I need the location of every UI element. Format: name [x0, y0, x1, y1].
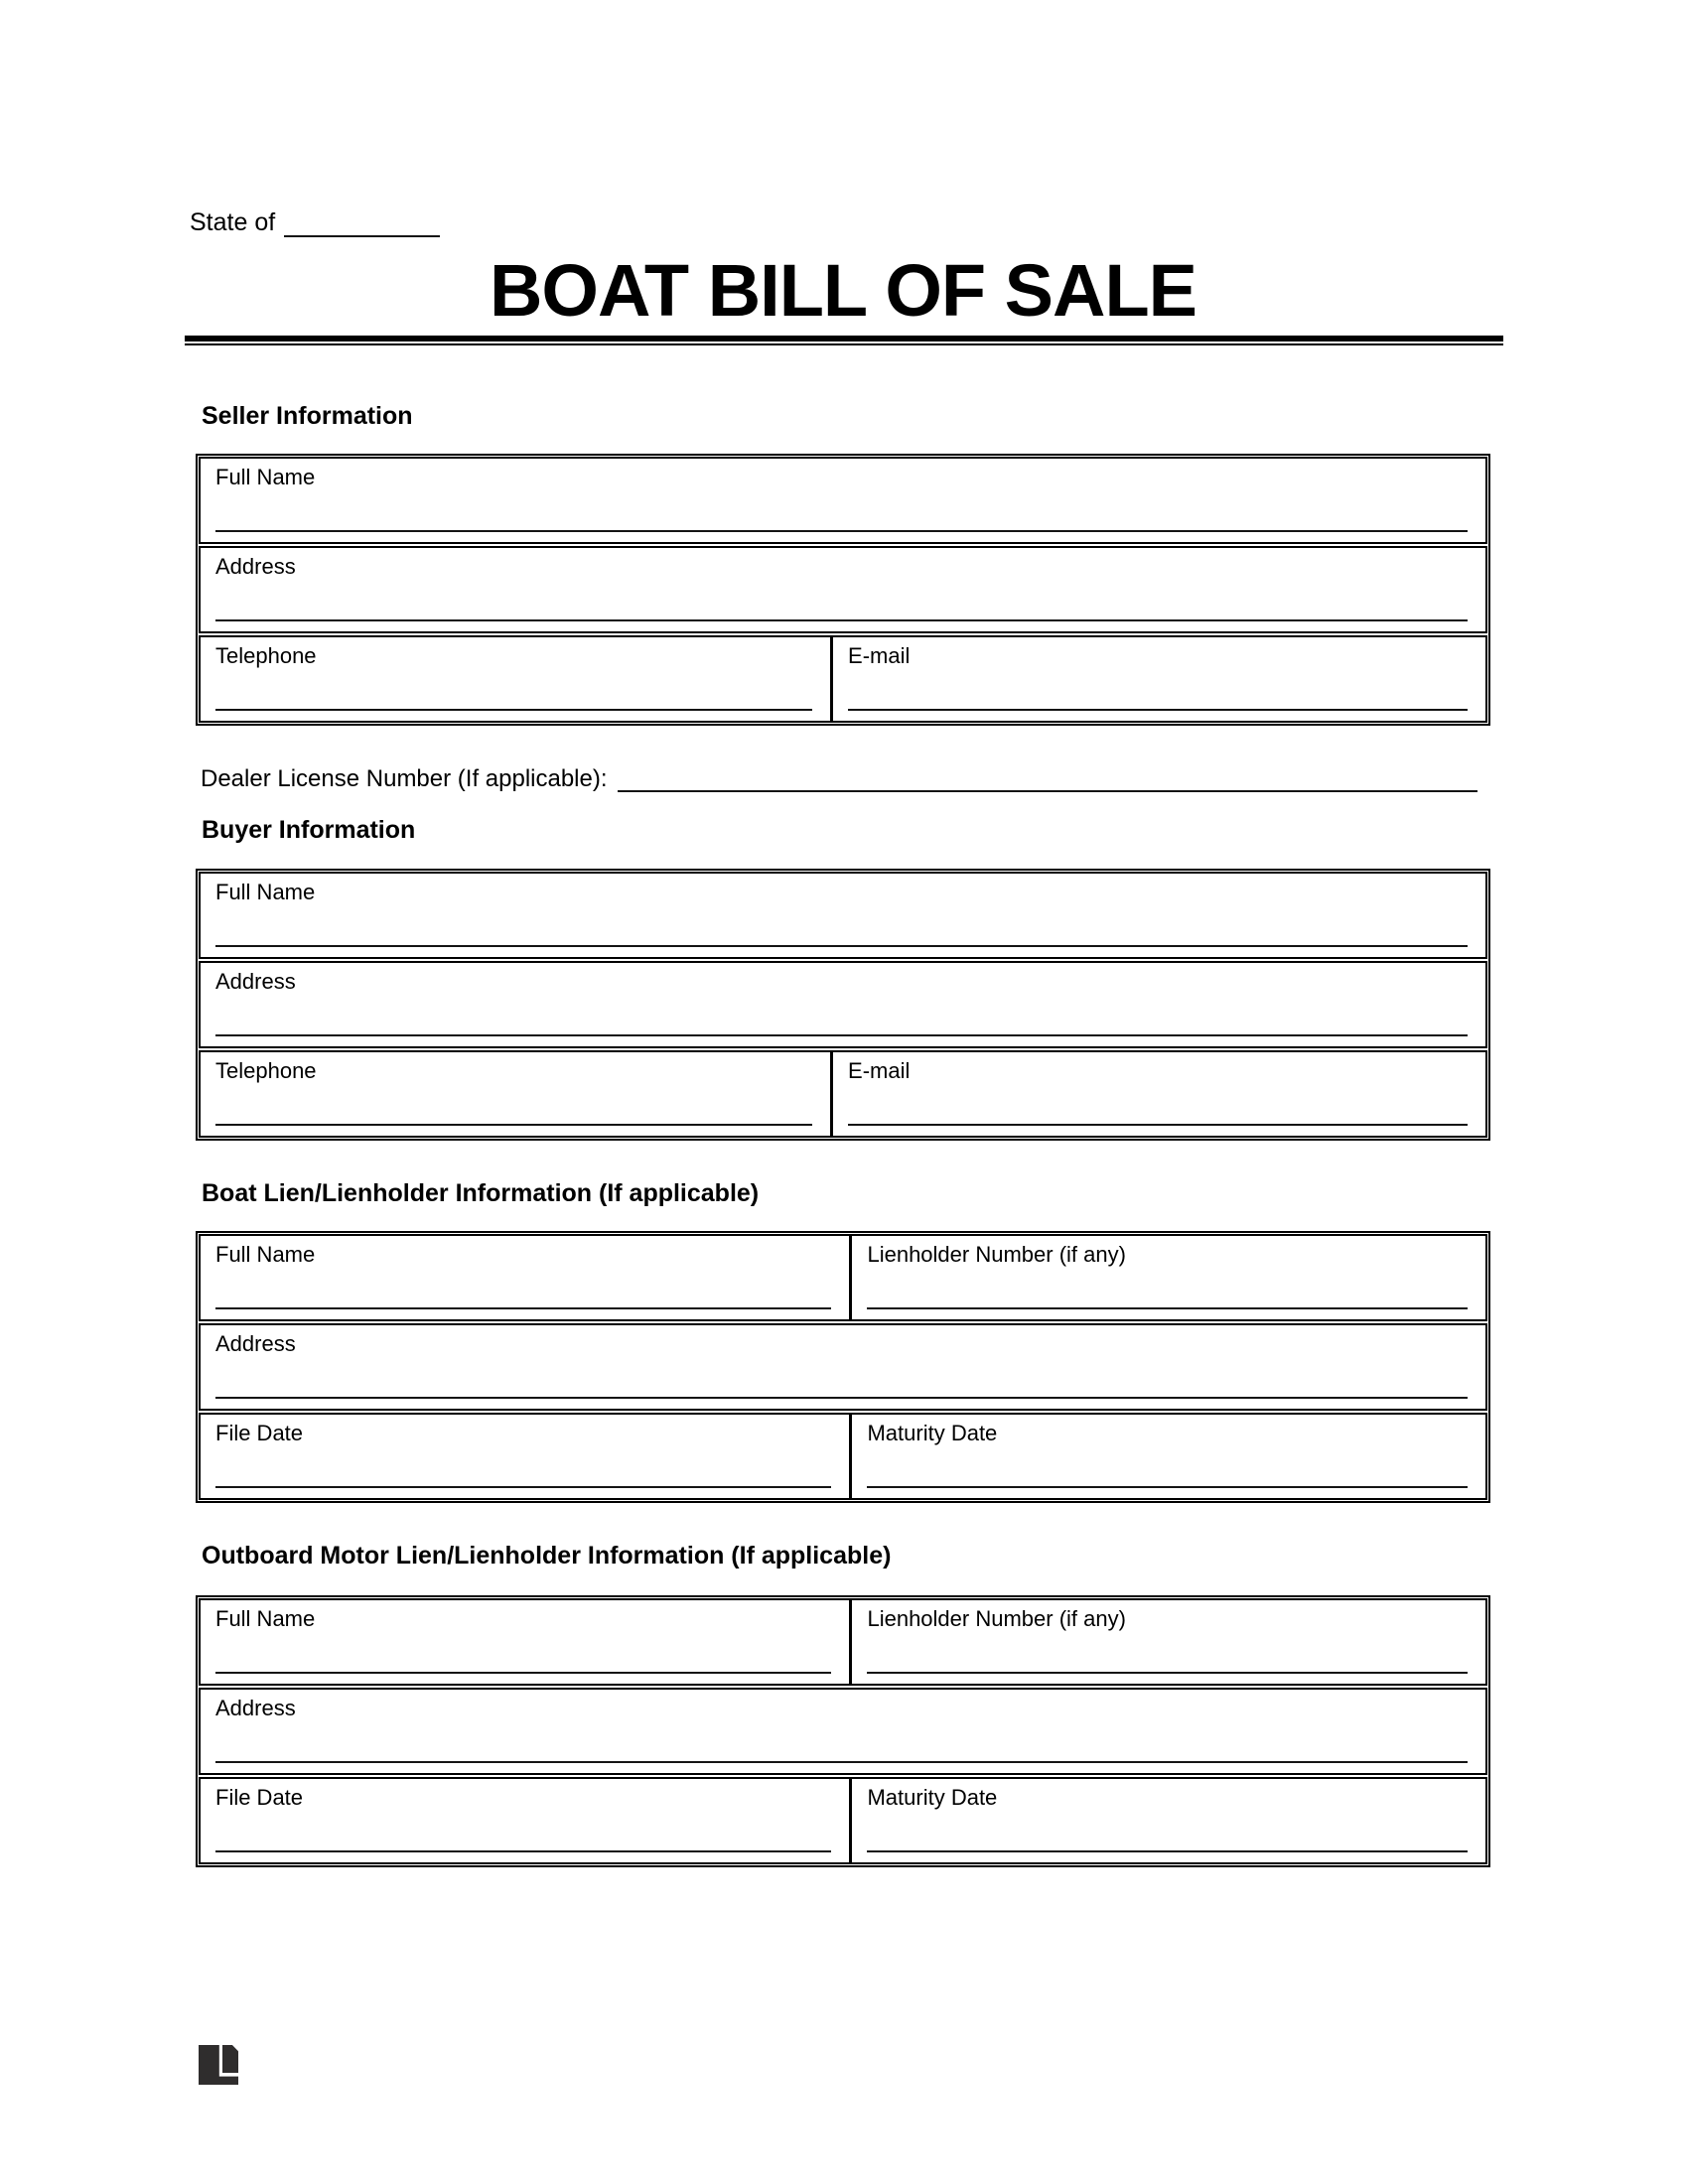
- field-cell: [201, 548, 1485, 631]
- table-row: [199, 1688, 1487, 1775]
- logo-corner-block: [222, 2045, 238, 2073]
- legal-templates-logo: [199, 2045, 238, 2085]
- field-label: Lienholder Number (if any): [867, 1606, 1126, 1631]
- field-label: Address: [215, 554, 296, 579]
- dealer-license-label: Dealer License Number (If applicable):: [201, 765, 608, 792]
- field-label: Full Name: [215, 1242, 316, 1267]
- field-cell: [201, 1415, 849, 1498]
- table-row: [199, 1413, 1487, 1500]
- field-cell: [201, 1325, 1485, 1409]
- title-rule: [185, 336, 1503, 345]
- seller-telephone-input[interactable]: [215, 687, 812, 711]
- field-label: File Date: [215, 1785, 304, 1810]
- buyer-email-input[interactable]: [848, 1102, 1468, 1126]
- field-label: Full Name: [215, 1606, 316, 1631]
- boat-lien-file-date-input[interactable]: [215, 1464, 831, 1488]
- field-cell: [830, 637, 1485, 721]
- motor-lien-table: [196, 1595, 1490, 1867]
- buyer-telephone-input[interactable]: [215, 1102, 812, 1126]
- state-of-input[interactable]: [284, 210, 440, 237]
- table-row: [199, 635, 1487, 723]
- motor-lien-maturity-date-input[interactable]: [867, 1829, 1468, 1852]
- field-cell: [201, 963, 1485, 1046]
- buyer-address-input[interactable]: [215, 1013, 1468, 1036]
- motor-lien-address-input[interactable]: [215, 1739, 1468, 1763]
- field-cell: [849, 1236, 1485, 1319]
- field-cell: [201, 1779, 849, 1862]
- motor-lien-file-date-input[interactable]: [215, 1829, 831, 1852]
- table-row: [199, 457, 1487, 544]
- motor-lien-lienholder-number-input[interactable]: [867, 1650, 1468, 1674]
- field-label: Maturity Date: [867, 1785, 998, 1810]
- table-row: [199, 872, 1487, 959]
- boat-lien-maturity-date-input[interactable]: [867, 1464, 1468, 1488]
- dealer-license-field: [201, 765, 1477, 793]
- table-row: [199, 1323, 1487, 1411]
- field-cell: [201, 1236, 849, 1319]
- field-cell: [201, 459, 1485, 542]
- seller-info-table: [196, 454, 1490, 726]
- seller-section-heading: Seller Information: [202, 402, 413, 430]
- seller-email-input[interactable]: [848, 687, 1468, 711]
- seller-full-name-input[interactable]: [215, 508, 1468, 532]
- field-label: Lienholder Number (if any): [867, 1242, 1126, 1267]
- field-label: Address: [215, 969, 296, 994]
- buyer-full-name-input[interactable]: [215, 923, 1468, 947]
- table-row: [199, 546, 1487, 633]
- field-label: File Date: [215, 1421, 304, 1445]
- field-cell: [201, 874, 1485, 957]
- buyer-section-heading: Buyer Information: [202, 816, 416, 844]
- field-label: E-mail: [848, 643, 911, 668]
- motor-lien-section-heading: Outboard Motor Lien/Lienholder Information (If applicable): [202, 1542, 892, 1570]
- field-label: E-mail: [848, 1058, 911, 1083]
- table-row: [199, 961, 1487, 1048]
- motor-lien-full-name-input[interactable]: [215, 1650, 831, 1674]
- buyer-info-table: [196, 869, 1490, 1141]
- boat-lien-table: [196, 1231, 1490, 1503]
- seller-address-input[interactable]: [215, 598, 1468, 621]
- field-cell: [201, 1600, 849, 1684]
- boat-lien-address-input[interactable]: [215, 1375, 1468, 1399]
- field-cell: [849, 1415, 1485, 1498]
- field-label: Maturity Date: [867, 1421, 998, 1445]
- boat-lien-full-name-input[interactable]: [215, 1286, 831, 1309]
- state-of-field: [190, 208, 440, 237]
- dealer-license-input[interactable]: [618, 766, 1477, 792]
- field-label: Full Name: [215, 880, 316, 904]
- boat-lien-section-heading: Boat Lien/Lienholder Information (If applicable): [202, 1179, 760, 1207]
- field-cell: [849, 1779, 1485, 1862]
- field-cell: [830, 1052, 1485, 1136]
- field-label: Address: [215, 1696, 296, 1720]
- field-cell: [201, 1690, 1485, 1773]
- field-cell: [201, 637, 830, 721]
- table-row: [199, 1050, 1487, 1138]
- table-row: [199, 1598, 1487, 1686]
- field-label: Address: [215, 1331, 296, 1356]
- table-row: [199, 1234, 1487, 1321]
- field-label: Telephone: [215, 1058, 317, 1083]
- field-label: Telephone: [215, 643, 317, 668]
- table-row: [199, 1777, 1487, 1864]
- document-title: BOAT BILL OF SALE: [489, 249, 1196, 332]
- field-label: Full Name: [215, 465, 316, 489]
- state-of-label: State of: [190, 208, 276, 236]
- field-cell: [201, 1052, 830, 1136]
- field-cell: [849, 1600, 1485, 1684]
- boat-lien-lienholder-number-input[interactable]: [867, 1286, 1468, 1309]
